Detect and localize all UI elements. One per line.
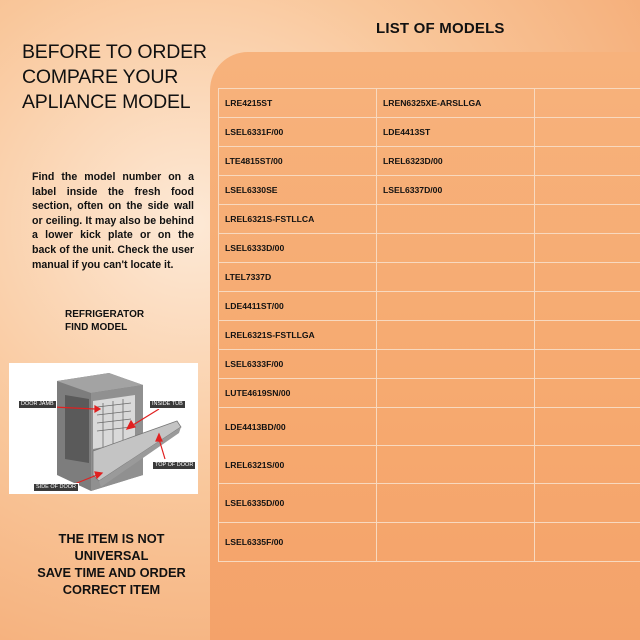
- model-cell: LUTE4619SN/00: [219, 379, 377, 408]
- model-cell: [535, 89, 640, 118]
- model-cell: LDE4413ST: [377, 118, 535, 147]
- find-label-line-1: REFRIGERATOR: [65, 309, 145, 320]
- dishwasher-diagram: [9, 363, 198, 494]
- table-row: [219, 379, 640, 408]
- callout-side-of-door: SIDE OF DOOR: [33, 483, 79, 492]
- table-row: [219, 176, 640, 205]
- table-row: [219, 263, 640, 292]
- model-cell: LREN6325XE-ARSLLGA: [377, 89, 535, 118]
- find-model-label: [65, 309, 185, 334]
- find-label-line-2: FIND MODEL: [65, 321, 128, 333]
- callout-inside-tub: INSIDE TUB: [149, 400, 186, 409]
- model-cell: LREL6321S/00: [219, 446, 377, 484]
- note-line-2: UNIVERSAL: [74, 548, 149, 563]
- model-cell: [535, 523, 640, 562]
- note-line-4: CORRECT ITEM: [62, 582, 161, 597]
- model-cell: [535, 234, 640, 263]
- model-cell: [535, 176, 640, 205]
- model-cell: [535, 379, 640, 408]
- dishwasher-illustration: [9, 363, 198, 494]
- model-cell: [535, 321, 640, 350]
- table-row: [219, 147, 640, 176]
- table-row: [219, 205, 640, 234]
- model-cell: [377, 484, 535, 523]
- table-row: [219, 234, 640, 263]
- model-cell: LSEL6335D/00: [219, 484, 377, 523]
- models-list-title: LIST OF MODELS: [376, 20, 505, 37]
- model-cell: [377, 292, 535, 321]
- model-cell: [377, 523, 535, 562]
- table-row: [219, 484, 640, 523]
- model-cell: LREL6321S-FSTLLCA: [219, 205, 377, 234]
- table-row: [219, 292, 640, 321]
- callout-top-of-door: TOP OF DOOR: [152, 461, 196, 470]
- model-cell: [535, 350, 640, 379]
- model-cell: [535, 147, 640, 176]
- model-cell: LSEL6331F/00: [219, 118, 377, 147]
- model-cell: [377, 205, 535, 234]
- model-cell: [535, 408, 640, 446]
- model-cell: LSEL6333F/00: [219, 350, 377, 379]
- table-row: [219, 350, 640, 379]
- model-cell: LTEL7337D: [219, 263, 377, 292]
- table-row: [219, 89, 640, 118]
- model-cell: [377, 263, 535, 292]
- callout-door-jamb: DOOR JAMB: [18, 400, 57, 409]
- model-cell: [535, 484, 640, 523]
- model-cell: [535, 205, 640, 234]
- model-cell: LTE4815ST/00: [219, 147, 377, 176]
- headline: BEFORE TO ORDER COMPARE YOUR APLIANCE MODEL: [22, 41, 207, 113]
- model-cell: LDE4413BD/00: [219, 408, 377, 446]
- table-row: [219, 321, 640, 350]
- table-row: [219, 446, 640, 484]
- model-cell: LSEL6337D/00: [377, 176, 535, 205]
- table-row: [219, 118, 640, 147]
- model-cell: LSEL6333D/00: [219, 234, 377, 263]
- model-cell: LSEL6335F/00: [219, 523, 377, 562]
- models-table: [218, 88, 640, 562]
- model-cell: LREL6323D/00: [377, 147, 535, 176]
- model-cell: [535, 292, 640, 321]
- table-row: [219, 523, 640, 562]
- model-cell: LRE4215ST: [219, 89, 377, 118]
- model-cell: [377, 446, 535, 484]
- table-row: [219, 408, 640, 446]
- model-cell: [535, 263, 640, 292]
- model-cell: [377, 379, 535, 408]
- model-cell: [377, 350, 535, 379]
- model-cell: [535, 446, 640, 484]
- model-cell: [377, 234, 535, 263]
- note-line-3: SAVE TIME AND ORDER: [37, 565, 186, 580]
- model-cell: LDE4411ST/00: [219, 292, 377, 321]
- instructions-text: Find the model number on a label inside the fresh food section, often on the side wall or ceiling. It may also be behind a lower kick plate or on the back of the unit. Check the user manual if you can't locate it.: [32, 171, 194, 271]
- not-universal-note: [20, 530, 203, 598]
- note-line-1: THE ITEM IS NOT: [58, 531, 165, 546]
- model-cell: LREL6321S-FSTLLGA: [219, 321, 377, 350]
- model-cell: LSEL6330SE: [219, 176, 377, 205]
- model-cell: [535, 118, 640, 147]
- model-cell: [377, 321, 535, 350]
- model-cell: [377, 408, 535, 446]
